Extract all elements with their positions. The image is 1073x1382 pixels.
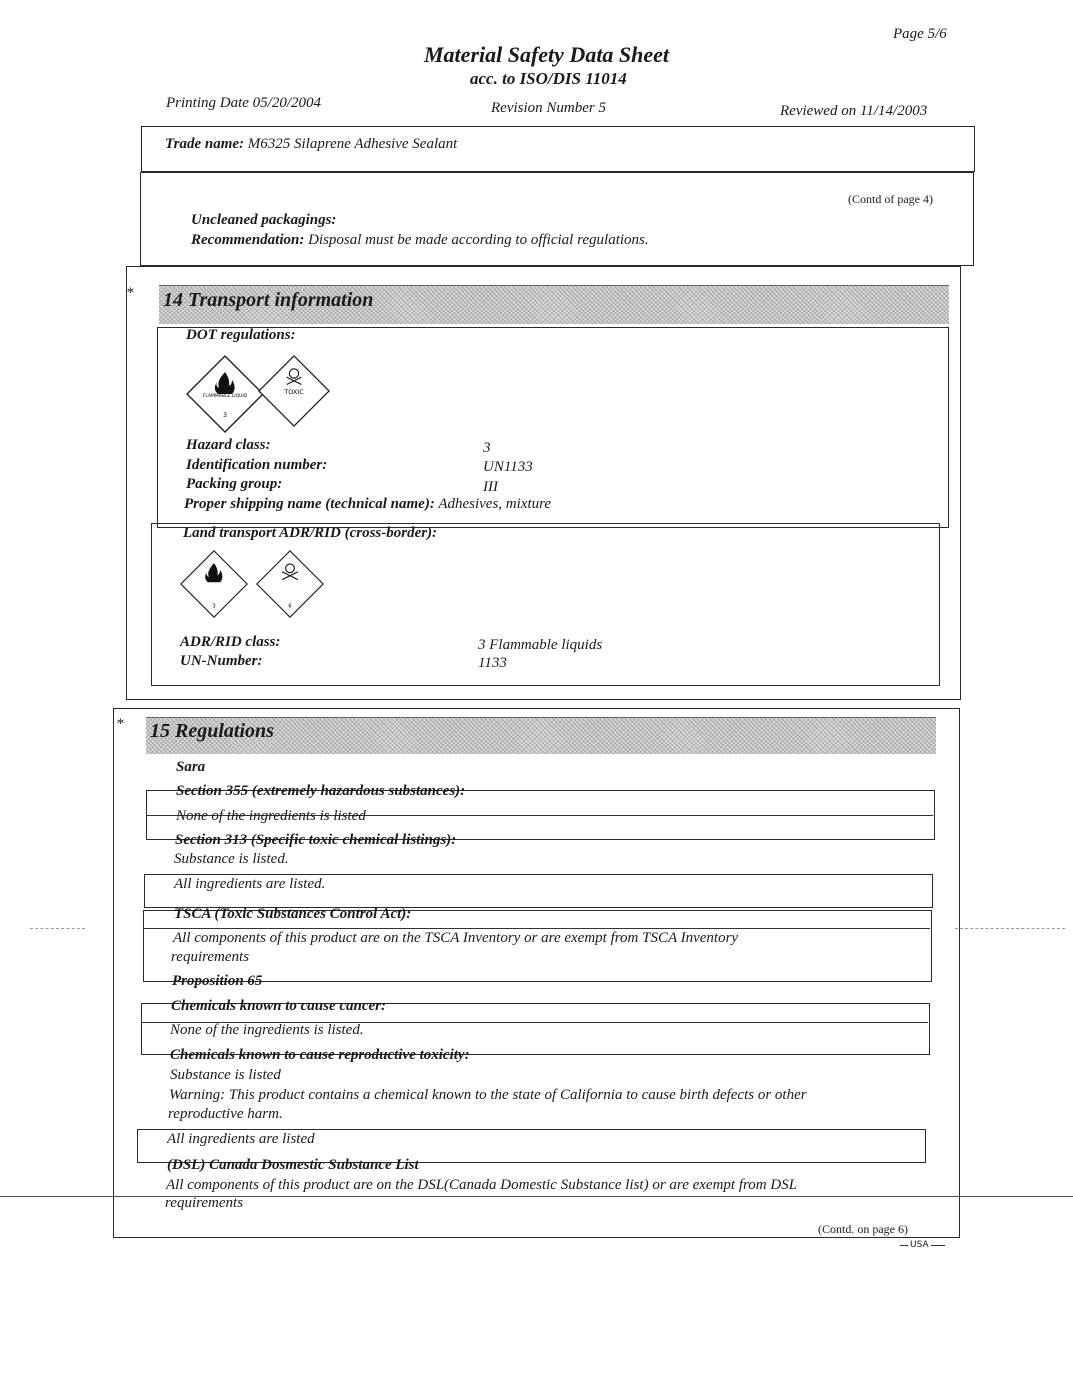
footer-country: USA [910,1240,929,1250]
un-number-value: 1133 [478,655,507,671]
dsl-text-line2: requirements [165,1195,244,1211]
id-number-value: UN1133 [483,459,533,475]
tsca-text-line2: requirements [171,949,250,965]
id-number-label: Identification number: [186,457,328,473]
dot-toxic-pictogram [258,355,330,427]
contd-from-page: (Contd of page 4) [848,192,933,206]
printing-date: Printing Date 05/20/2004 [166,95,321,111]
all-listed-text-2: All ingredients are listed [167,1131,315,1147]
hazard-class-value: 3 [483,440,491,456]
reviewed-date: Reviewed on 11/14/2003 [780,103,928,119]
cancer-label: Chemicals known to cause cancer: [171,998,387,1014]
dot-flammable-pictogram [186,355,264,433]
tsca-text-line1: All components of this product are on the TSCA Inventory or are exempt from TSCA Inventory [173,930,739,946]
adr-class-value: 3 Flammable liquids [478,637,603,653]
cancer-text: None of the ingredients is listed. [170,1022,364,1038]
trade-name-row [165,136,457,153]
uncleaned-label: Uncleaned packagings: [191,212,337,228]
adr-toxic-number: 6 [288,603,292,610]
adr-class-label: ADR/RID class: [180,634,281,650]
proper-shipping-row [184,496,551,513]
section14-marker: * [126,285,134,301]
scan-line-left [30,928,85,929]
page-number: Page 5/6 [893,26,947,42]
warning-line2: reproductive harm. [168,1106,283,1122]
document-title: Material Safety Data Sheet [424,42,670,67]
contd-on-page: (Contd. on page 6) [818,1222,908,1236]
section14-heading: 14 Transport information [163,289,374,311]
s355-text: None of the ingredients is listed [176,808,366,824]
recommendation-row [191,232,649,249]
tsca-divider [143,928,930,929]
dot-toxic-text: TOXIC [284,387,304,396]
repro-text: Substance is listed [170,1067,281,1083]
s355-label: Section 355 (extremely hazardous substances): [176,783,466,799]
adr-flammable-number: 3 [212,603,216,610]
tsca-label: TSCA (Toxic Substances Control Act): [174,906,412,922]
packing-group-label: Packing group: [186,476,283,492]
dot-label: DOT regulations: [186,327,296,343]
dsl-text-line1: All components of this product are on the DSL(Canada Domestic Substance list) or are exempt from DSL [166,1177,798,1193]
un-number-label: UN-Number: [180,653,263,669]
section15-heading: 15 Regulations [150,720,274,742]
proper-shipping-value: Adhesives, mixture [438,496,552,512]
repro-label: Chemicals known to cause reproductive toxicity: [170,1047,470,1063]
recommendation-text: Disposal must be made according to official regulations. [308,232,649,248]
dot-flammable-text: FLAMMABLE LIQUID [202,394,248,399]
all-listed-text-1: All ingredients are listed. [174,876,326,892]
adr-toxic-pictogram [256,550,324,618]
recommendation-label: Recommendation: [191,232,305,248]
dot-flammable-number: 3 [223,412,227,419]
revision-number: Revision Number 5 [491,100,606,116]
dsl-label: (DSL) Canada Dosmestic Substance List [167,1157,419,1173]
land-transport-label: Land transport ADR/RID (cross-border): [183,525,438,541]
scan-line-right [955,928,1065,929]
prop65-label: Proposition 65 [172,973,263,989]
packing-group-value: III [483,479,498,495]
document-subtitle: acc. to ISO/DIS 11014 [470,69,627,88]
adr-flammable-pictogram [180,550,248,618]
section15-marker: * [116,716,124,732]
trade-name-label: Trade name: [165,136,245,152]
sara-label: Sara [176,759,206,775]
trade-name-value: M6325 Silaprene Adhesive Sealant [247,136,458,152]
s313-text: Substance is listed. [174,851,289,867]
hazard-class-label: Hazard class: [186,437,271,453]
warning-line1: Warning: This product contains a chemical known to the state of California to cause birth defects or other [169,1087,807,1103]
proper-shipping-label: Proper shipping name (technical name): [184,496,435,512]
s313-label: Section 313 (Specific toxic chemical listings): [175,832,457,848]
